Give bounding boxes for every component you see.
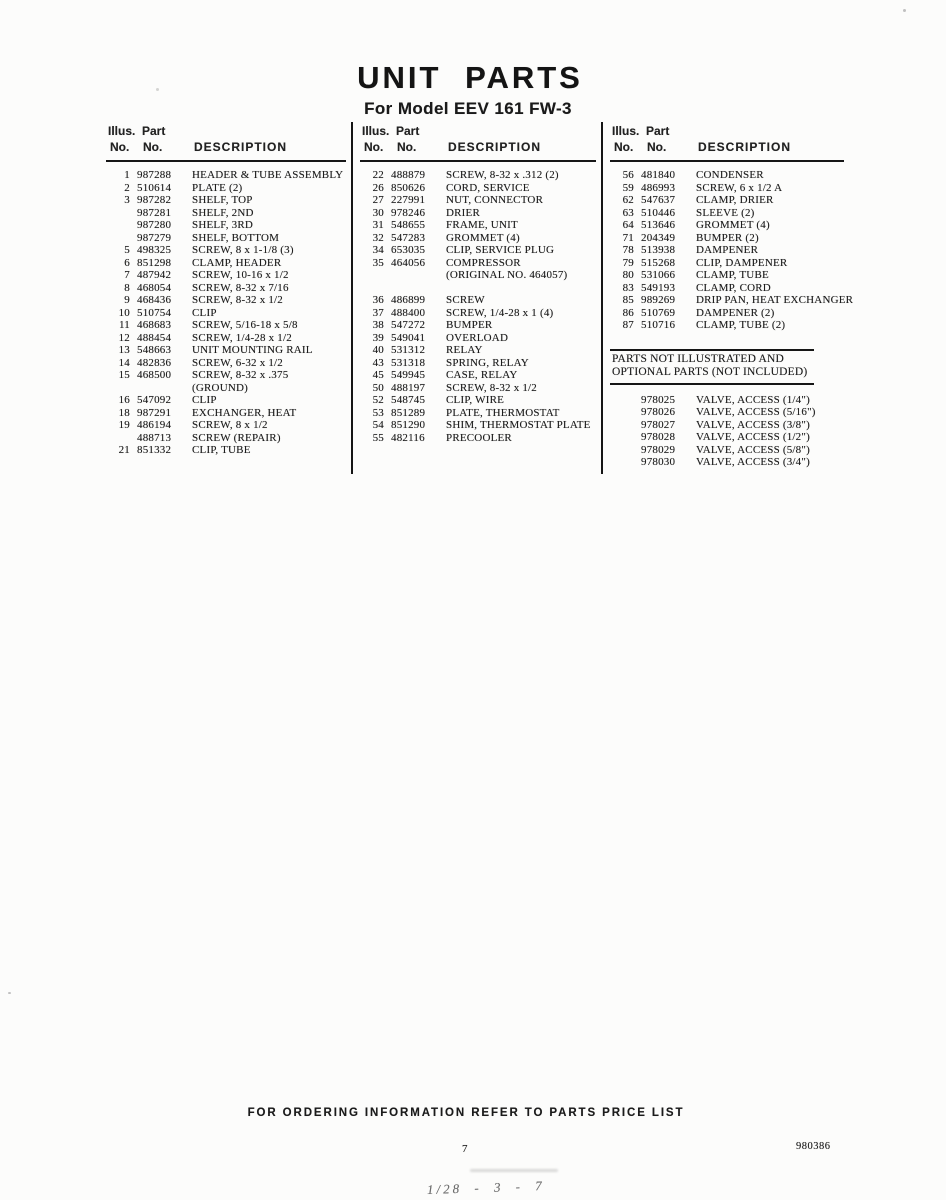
part-description: SCREW, 8 x 1-1/8 (3) xyxy=(192,244,294,256)
part-row xyxy=(610,294,854,307)
illus-no: 59 xyxy=(622,181,634,194)
part-no: 549945 xyxy=(391,369,426,381)
part-row xyxy=(106,407,346,420)
illus-no xyxy=(614,456,634,469)
part-row xyxy=(106,394,346,407)
part-description: SLEEVE (2) xyxy=(696,206,755,219)
part-row xyxy=(106,294,346,307)
illus-no: 31 xyxy=(372,219,384,231)
part-row xyxy=(106,332,346,345)
part-description: SHELF, 3RD xyxy=(192,219,254,231)
illus-no xyxy=(110,232,130,245)
part-no xyxy=(391,269,439,282)
part-no: 510716 xyxy=(641,319,676,331)
no-label: No. xyxy=(143,140,163,154)
part-description: VALVE, ACCESS (1/4") xyxy=(696,393,810,406)
illus-no xyxy=(614,406,634,419)
illus-no: 86 xyxy=(622,306,634,319)
part-description: NUT, CONNECTOR xyxy=(446,194,544,206)
illus-no: 22 xyxy=(372,169,384,181)
part-no: 464056 xyxy=(391,256,426,269)
part-no: 851298 xyxy=(137,256,172,269)
illus-no: 1 xyxy=(124,169,130,181)
part-row xyxy=(360,382,596,395)
part-row xyxy=(106,244,346,257)
not-illustrated-heading xyxy=(610,349,814,385)
part-no: 978246 xyxy=(391,206,426,219)
part-no: 515268 xyxy=(641,256,676,269)
part-no: 531066 xyxy=(641,269,676,281)
part-description: SCREW, 8-32 x 7/16 xyxy=(192,281,289,294)
part-no: 978030 xyxy=(641,456,676,468)
column-header xyxy=(610,122,844,162)
part-no: 531318 xyxy=(391,356,426,369)
illus-no: 6 xyxy=(124,256,130,269)
part-description: (ORIGINAL NO. 464057) xyxy=(446,269,568,281)
part-row xyxy=(106,444,346,457)
parts-column-3 xyxy=(610,122,854,469)
part-description: DAMPENER (2) xyxy=(696,306,775,319)
illus-no: 35 xyxy=(372,256,384,269)
part-description: (GROUND) xyxy=(192,381,248,394)
part-row xyxy=(360,194,596,207)
illus-no: 83 xyxy=(622,281,634,294)
part-no: 468683 xyxy=(137,319,172,331)
part-row xyxy=(360,407,596,420)
part-row xyxy=(360,244,596,257)
illus-no: 53 xyxy=(372,406,384,419)
parts-column-1 xyxy=(106,122,346,457)
scan-speck xyxy=(903,9,906,12)
part-description: CORD, SERVICE xyxy=(446,181,530,194)
illus-no: 2 xyxy=(124,181,130,194)
part-description: COMPRESSOR xyxy=(446,256,521,269)
part-row xyxy=(360,232,596,245)
illus-no: 63 xyxy=(622,206,634,219)
part-row xyxy=(610,194,844,207)
part-description: OVERLOAD xyxy=(446,331,509,344)
illus-no: 12 xyxy=(118,331,130,344)
part-label: Part xyxy=(646,124,670,138)
illus-no: 13 xyxy=(118,344,130,356)
part-row xyxy=(360,394,596,407)
part-description: VALVE, ACCESS (5/8") xyxy=(696,443,810,456)
illus-no: 10 xyxy=(118,306,130,319)
illus-no: 43 xyxy=(372,356,384,369)
part-label: Part xyxy=(142,124,166,138)
part-row xyxy=(106,257,346,270)
illus-no: 9 xyxy=(124,294,130,306)
part-no: 486899 xyxy=(391,294,426,306)
part-description: CLIP, WIRE xyxy=(446,394,505,406)
part-no: 987279 xyxy=(137,231,172,244)
parts-rows xyxy=(106,169,346,457)
illus-no: 39 xyxy=(372,331,384,344)
part-row xyxy=(610,219,844,232)
part-row xyxy=(360,207,596,220)
illus-label: Illus. xyxy=(362,124,390,138)
part-description: SHELF, TOP xyxy=(192,194,253,206)
part-no: 487942 xyxy=(137,269,172,281)
part-no: 987291 xyxy=(137,406,172,419)
column-header xyxy=(360,122,596,162)
part-description: PLATE (2) xyxy=(192,181,243,194)
part-description: SHELF, 2ND xyxy=(192,206,254,219)
part-row xyxy=(360,357,596,370)
illus-no: 78 xyxy=(622,244,634,256)
illus-no: 26 xyxy=(372,181,384,194)
part-no: 549041 xyxy=(391,331,426,344)
part-description: SCREW, 6-32 x 1/2 xyxy=(192,356,284,369)
model-subtitle: For Model EEV 161 FW-3 xyxy=(364,99,572,118)
part-no: 850626 xyxy=(391,181,426,194)
part-description: VALVE, ACCESS (1/2") xyxy=(696,431,810,443)
part-no: 851289 xyxy=(391,406,426,419)
part-row xyxy=(106,182,346,195)
part-description: SCREW, 6 x 1/2 A xyxy=(696,181,783,194)
part-description: FRAME, UNIT xyxy=(446,219,518,231)
part-row xyxy=(106,232,346,245)
part-description: SCREW, 1/4-28 x 1/2 xyxy=(192,331,292,344)
part-description: DRIP PAN, HEAT EXCHANGER xyxy=(696,294,854,306)
part-row xyxy=(610,169,844,182)
part-no: 548663 xyxy=(137,344,172,356)
part-description: CLAMP, TUBE (2) xyxy=(696,319,786,331)
part-no: 486194 xyxy=(137,419,172,431)
part-row xyxy=(106,369,346,382)
illus-no: 5 xyxy=(124,244,130,256)
part-description: VALVE, ACCESS (3/8") xyxy=(696,418,810,431)
part-row xyxy=(106,282,346,295)
no-label: No. xyxy=(364,140,384,154)
illus-no: 85 xyxy=(622,294,634,306)
part-no: 488400 xyxy=(391,306,426,319)
part-row xyxy=(106,269,346,282)
part-row xyxy=(360,257,596,270)
page-title: UNIT PARTS xyxy=(357,60,583,95)
part-description: SHELF, BOTTOM xyxy=(192,231,280,244)
column-header xyxy=(106,122,346,162)
part-no: 482116 xyxy=(391,431,425,444)
part-row xyxy=(360,269,596,282)
part-row xyxy=(610,232,844,245)
illus-no xyxy=(110,207,130,220)
part-no xyxy=(137,382,185,395)
illus-no: 18 xyxy=(118,406,130,419)
part-description: SCREW, 8 x 1/2 xyxy=(192,419,268,431)
part-row xyxy=(106,307,346,320)
part-row xyxy=(610,419,814,432)
illus-no: 62 xyxy=(622,194,634,206)
part-description: SCREW, 8-32 x 1/2 xyxy=(446,381,538,394)
illus-no: 19 xyxy=(118,419,130,431)
part-description: SCREW, 5/16-18 x 5/8 xyxy=(192,319,298,331)
part-description: CLAMP, HEADER xyxy=(192,256,282,269)
illus-no: 15 xyxy=(118,369,130,381)
part-description: CONDENSER xyxy=(696,169,764,181)
part-description: CLIP xyxy=(192,394,217,406)
part-no: 978025 xyxy=(641,393,676,406)
part-description: SCREW (REPAIR) xyxy=(192,431,281,444)
illus-no: 37 xyxy=(372,306,384,319)
illus-no: 45 xyxy=(372,369,384,381)
illus-no xyxy=(364,269,384,282)
part-description: DAMPENER xyxy=(696,244,759,256)
part-no: 548655 xyxy=(391,219,426,231)
part-row xyxy=(360,319,596,332)
part-row xyxy=(610,207,844,220)
part-row xyxy=(360,332,596,345)
part-no: 510754 xyxy=(137,306,172,319)
part-no: 989269 xyxy=(641,294,676,306)
part-description: SHIM, THERMOSTAT PLATE xyxy=(446,419,591,431)
part-row xyxy=(610,444,814,457)
part-no: 488454 xyxy=(137,331,172,344)
part-no: 481840 xyxy=(641,169,676,181)
part-row xyxy=(360,219,596,232)
part-row xyxy=(610,307,844,320)
illus-no: 56 xyxy=(622,169,634,181)
no-label: No. xyxy=(614,140,634,154)
part-description: UNIT MOUNTING RAIL xyxy=(192,344,313,356)
part-no: 987280 xyxy=(137,219,172,231)
part-row xyxy=(360,169,596,182)
part-row xyxy=(360,432,596,445)
illus-no: 27 xyxy=(372,194,384,206)
part-no: 978026 xyxy=(641,406,676,418)
part-no: 549193 xyxy=(641,281,676,294)
part-no: 486993 xyxy=(641,181,676,194)
no-label: No. xyxy=(110,140,130,154)
illus-no: 32 xyxy=(372,231,384,244)
part-description: SCREW, 8-32 x 1/2 xyxy=(192,294,284,306)
part-description: HEADER & TUBE ASSEMBLY xyxy=(192,169,344,181)
scan-speck xyxy=(156,88,159,91)
part-no: 468054 xyxy=(137,281,172,294)
part-no: 547283 xyxy=(391,231,426,244)
illus-no: 55 xyxy=(372,431,384,444)
illus-no: 7 xyxy=(124,269,130,281)
part-row xyxy=(360,307,596,320)
illus-no: 54 xyxy=(372,419,384,431)
part-no: 653035 xyxy=(391,244,426,256)
part-label: Part xyxy=(396,124,420,138)
part-description: VALVE, ACCESS (3/4") xyxy=(696,456,810,468)
illus-no: 36 xyxy=(372,294,384,306)
part-row xyxy=(610,282,844,295)
part-row xyxy=(106,219,346,232)
part-description: CASE, RELAY xyxy=(446,369,518,381)
scan-speck xyxy=(8,992,11,994)
illus-no: 50 xyxy=(372,381,384,394)
illus-no: 21 xyxy=(118,444,130,456)
part-row xyxy=(610,257,844,270)
part-no: 547272 xyxy=(391,319,426,331)
column-divider xyxy=(351,122,353,474)
part-no: 468500 xyxy=(137,369,172,381)
not-illustrated-heading-line1: PARTS NOT ILLUSTRATED AND xyxy=(612,352,785,365)
part-no: 978029 xyxy=(641,443,676,456)
illus-no: 8 xyxy=(124,281,130,294)
part-no: 227991 xyxy=(391,194,426,206)
part-description: VALVE, ACCESS (5/16") xyxy=(696,406,816,418)
part-row xyxy=(610,394,814,407)
part-row xyxy=(610,456,814,469)
illus-no: 80 xyxy=(622,269,634,281)
part-description: CLIP, DAMPENER xyxy=(696,256,788,269)
illus-no xyxy=(110,382,130,395)
part-no: 851332 xyxy=(137,444,172,456)
part-row xyxy=(106,207,346,220)
part-no: 482836 xyxy=(137,356,172,369)
part-no: 851290 xyxy=(391,419,426,431)
optional-parts-rows xyxy=(610,394,814,469)
illus-no: 79 xyxy=(622,256,634,269)
part-row xyxy=(106,432,346,445)
document-number: 980386 xyxy=(796,1141,831,1152)
illus-no: 16 xyxy=(118,394,130,406)
part-no: 978027 xyxy=(641,418,676,431)
part-row xyxy=(610,431,814,444)
illus-no xyxy=(110,432,130,445)
part-description: CLIP, TUBE xyxy=(192,444,251,456)
description-label: DESCRIPTION xyxy=(698,140,792,154)
part-description: BUMPER (2) xyxy=(696,231,759,244)
part-row xyxy=(610,319,844,332)
part-row xyxy=(106,357,346,370)
part-row xyxy=(360,182,596,195)
not-illustrated-heading-line2: OPTIONAL PARTS (NOT INCLUDED) xyxy=(612,366,808,378)
part-row xyxy=(360,369,596,382)
part-no: 510614 xyxy=(137,181,172,194)
part-description: EXCHANGER, HEAT xyxy=(192,406,297,419)
part-row xyxy=(610,406,814,419)
illus-no: 30 xyxy=(372,206,384,219)
part-description: PRECOOLER xyxy=(446,431,512,444)
part-no: 488713 xyxy=(137,431,172,444)
part-description: BUMPER xyxy=(446,319,493,331)
part-no: 531312 xyxy=(391,344,426,356)
part-description: CLAMP, DRIER xyxy=(696,194,774,206)
illus-no: 11 xyxy=(119,319,130,331)
part-row xyxy=(360,344,596,357)
part-no: 510769 xyxy=(641,306,676,319)
illus-label: Illus. xyxy=(108,124,136,138)
part-row xyxy=(106,382,346,395)
part-description: SCREW xyxy=(446,294,485,306)
part-row xyxy=(106,319,346,332)
handwritten-note: 1/28 - 3 - 7 xyxy=(426,1177,545,1198)
illus-no: 38 xyxy=(372,319,384,331)
part-description: DRIER xyxy=(446,206,480,219)
part-description: PLATE, THERMOSTAT xyxy=(446,406,560,419)
illus-no xyxy=(614,419,634,432)
part-row xyxy=(360,294,596,307)
part-description: GROMMET (4) xyxy=(696,219,770,231)
part-row xyxy=(610,244,844,257)
part-description: GROMMET (4) xyxy=(446,231,520,244)
parts-rows xyxy=(360,169,596,444)
illus-no: 64 xyxy=(622,219,634,231)
no-label: No. xyxy=(647,140,667,154)
illus-no: 52 xyxy=(372,394,384,406)
not-illustrated-section xyxy=(610,349,814,469)
part-description: CLIP, SERVICE PLUG xyxy=(446,244,555,256)
part-description: SPRING, RELAY xyxy=(446,356,529,369)
illus-no xyxy=(614,394,634,407)
part-row xyxy=(106,169,346,182)
part-row xyxy=(106,419,346,432)
part-no: 547637 xyxy=(641,194,676,206)
row-spacer xyxy=(360,282,596,295)
no-label: No. xyxy=(397,140,417,154)
illus-no: 3 xyxy=(124,194,130,206)
part-no: 204349 xyxy=(641,231,676,244)
parts-column-2 xyxy=(360,122,596,444)
part-no: 510446 xyxy=(641,206,676,219)
column-divider xyxy=(601,122,603,474)
illus-no xyxy=(614,431,634,444)
part-row xyxy=(106,194,346,207)
part-description: CLAMP, TUBE xyxy=(696,269,769,281)
part-no: 488879 xyxy=(391,169,426,181)
part-no: 513646 xyxy=(641,219,676,231)
part-no: 548745 xyxy=(391,394,426,406)
part-no: 987288 xyxy=(137,169,172,181)
part-no: 468436 xyxy=(137,294,172,306)
illus-label: Illus. xyxy=(612,124,640,138)
part-description: SCREW, 10-16 x 1/2 xyxy=(192,269,289,281)
part-description: CLAMP, CORD xyxy=(696,281,771,294)
part-no: 978028 xyxy=(641,431,676,443)
illus-no: 71 xyxy=(622,231,634,244)
illus-no: 87 xyxy=(622,319,634,331)
part-description: RELAY xyxy=(446,344,483,356)
part-no: 547092 xyxy=(137,394,172,406)
illus-no xyxy=(110,219,130,232)
part-row xyxy=(360,419,596,432)
part-row xyxy=(106,344,346,357)
illus-no: 40 xyxy=(372,344,384,356)
part-no: 513938 xyxy=(641,244,676,256)
part-description: SCREW, 1/4-28 x 1 (4) xyxy=(446,306,554,319)
parts-rows xyxy=(610,169,854,332)
part-row xyxy=(610,182,844,195)
part-description: SCREW, 8-32 x .375 xyxy=(192,369,289,381)
part-no: 498325 xyxy=(137,244,172,256)
part-no: 987282 xyxy=(137,194,172,206)
part-no: 488197 xyxy=(391,381,426,394)
illus-no: 34 xyxy=(372,244,384,256)
part-no: 987281 xyxy=(137,206,172,219)
illus-no: 14 xyxy=(118,356,130,369)
description-label: DESCRIPTION xyxy=(194,140,288,154)
ordering-note: FOR ORDERING INFORMATION REFER TO PARTS PRICE LIST xyxy=(247,1107,685,1119)
part-row xyxy=(610,269,844,282)
part-description: SCREW, 8-32 x .312 (2) xyxy=(446,169,559,181)
part-description: CLIP xyxy=(192,306,217,319)
description-label: DESCRIPTION xyxy=(448,140,542,154)
page-number: 7 xyxy=(462,1143,468,1155)
illus-no xyxy=(614,444,634,457)
scan-smudge xyxy=(470,1169,558,1172)
